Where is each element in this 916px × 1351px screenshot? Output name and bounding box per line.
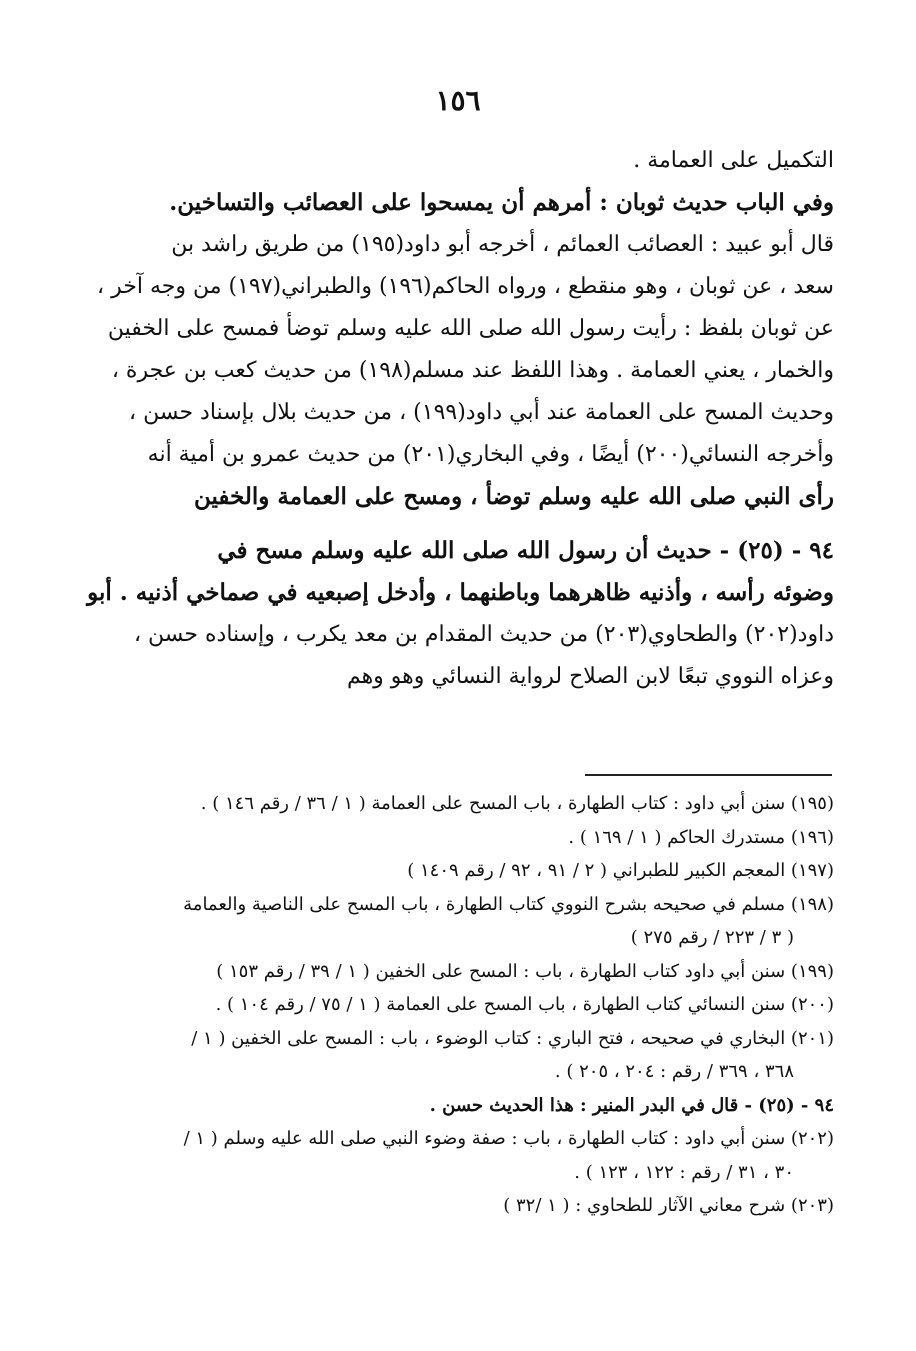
- footnote: (٢٠١) البخاري في صحيحه ، فتح الباري : كتاب الوضوء ، باب : المسح على الخفين ( ١ /: [191, 1027, 834, 1049]
- text-line: وضوئه رأسه ، وأذنيه ظاهرهما وباطنهما ، وأدخل إصبعيه في صماخي أذنيه . أبو: [87, 579, 834, 606]
- page-number: ١٥٦: [435, 84, 481, 117]
- text-line: سعد ، عن ثوبان ، وهو منقطع ، ورواه الحاكم(١٩٦) والطبراني(١٩٧) من وجه آخر ،: [97, 274, 834, 299]
- text-line: رأى النبي صلى الله عليه وسلم توضأ ، ومسح على العمامة والخفين: [193, 483, 834, 510]
- footnote: (١٩٥) سنن أبي داود : كتاب الطهارة ، باب المسح على العمامة ( ١ / ٣٦ / رقم ١٤٦ ) .: [200, 793, 834, 814]
- text-line: وأخرجه النسائي(٢٠٠) أيضًا ، وفي البخاري(٢٠١) من حديث عمرو بن أمية أنه: [147, 442, 834, 467]
- text-line: التكميل على العمامة .: [633, 148, 834, 173]
- footnotes: [78, 787, 834, 1223]
- footnote-divider: [585, 774, 832, 776]
- text-line: قال أبو عبيد : العصائب العمائم ، أخرجه أبو داود(١٩٥) من طريق راشد بن: [171, 232, 834, 257]
- footnote-hadith-note: ٩٤ - (٢٥) - قال في البدر المنير : هذا الحديث حسن .: [429, 1094, 834, 1116]
- text-line: داود(٢٠٢) والطحاوي(٢٠٣) من حديث المقدام بن معد يكرب ، وإسناده حسن ،: [133, 622, 834, 647]
- text-line: وعزاه النووي تبعًا لابن الصلاح لرواية النسائي وهو وهم: [346, 664, 834, 689]
- text-line: والخمار ، يعني العمامة . وهذا اللفظ عند مسلم(١٩٨) من حديث كعب بن عجرة ،: [111, 358, 834, 383]
- footnote: (١٩٩) سنن أبي داود كتاب الطهارة ، باب : المسح على الخفين ( ١ / ٣٩ / رقم ١٥٣ ): [216, 960, 834, 982]
- text-line: وحديث المسح على العمامة عند أبي داود(١٩٩) ، من حديث بلال بإسناد حسن ،: [129, 400, 834, 425]
- footnote-continuation: ٣٦٨ ، ٣٦٩ / رقم : ٢٠٤ ، ٢٠٥ ) .: [554, 1061, 794, 1082]
- footnote-continuation: ( ٣ / ٢٢٣ / رقم ٢٧٥ ): [630, 927, 794, 948]
- footnote: (١٩٧) المعجم الكبير للطبراني ( ٢ / ٩١ ، ٩٢ / رقم ١٤٠٩ ): [407, 860, 834, 881]
- footnote: (٢٠٠) سنن النسائي كتاب الطهارة ، باب المسح على العمامة ( ١ / ٧٥ / رقم ١٠٤ ) .: [215, 994, 834, 1015]
- text-line: عن ثوبان بلفظ : رأيت رسول الله صلى الله عليه وسلم توضأ فمسح على الخفين: [107, 316, 834, 341]
- footnote: (٢٠٣) شرح معاني الآثار للطحاوي : ( ١ /٣٢ ): [503, 1195, 834, 1216]
- footnote: (١٩٦) مستدرك الحاكم ( ١ / ١٦٩ ) .: [568, 826, 834, 848]
- footnote: (٢٠٢) سنن أبي داود : كتاب الطهارة ، باب : صفة وضوء النبي صلى الله عليه وسلم ( ١ /: [183, 1128, 834, 1149]
- footnote-continuation: ٣٠ ، ٣١ / رقم : ١٢٢ ، ١٢٣ ) .: [574, 1161, 794, 1183]
- footnote: (١٩٨) مسلم في صحيحه بشرح النووي كتاب الطهارة ، باب المسح على الناصية والعمامة: [183, 893, 834, 915]
- text-line: وفي الباب حديث ثوبان : أمرهم أن يمسحوا على العصائب والتساخين.: [169, 189, 834, 216]
- main-text: [78, 140, 834, 698]
- hadith-heading: ٩٤ - (٢٥) - حديث أن رسول الله صلى الله عليه وسلم مسح في: [217, 537, 834, 564]
